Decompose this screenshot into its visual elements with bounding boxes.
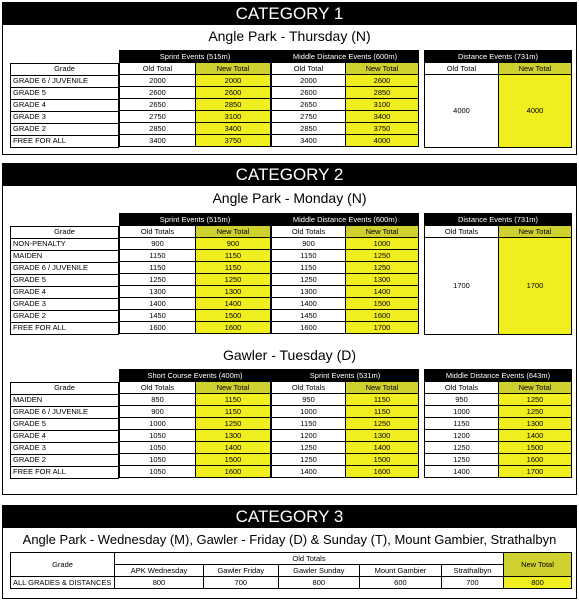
table-row xyxy=(272,238,419,250)
table-row xyxy=(120,135,271,147)
old-total-header: Old Total xyxy=(272,63,346,75)
old-totals-header: Old Totals xyxy=(272,382,346,394)
new-value-cell: 1400 xyxy=(346,286,419,298)
new-value-cell: 1150 xyxy=(196,406,271,418)
old-totals-header: Old Totals xyxy=(120,226,196,238)
table-row xyxy=(11,111,119,123)
grade-cell: GRADE 6 / JUVENILE xyxy=(11,262,119,274)
table-row xyxy=(11,298,119,310)
old-value-cell: 1250 xyxy=(272,454,346,466)
old-value-cell: 3400 xyxy=(272,135,346,147)
old-value-cell: 1050 xyxy=(120,466,196,478)
old-value-cell: 900 xyxy=(120,238,196,250)
table-row xyxy=(425,454,572,466)
new-value-cell: 1250 xyxy=(499,406,572,418)
grade-cell: GRADE 6 / JUVENILE xyxy=(11,406,119,418)
table-row xyxy=(11,87,119,99)
table-row xyxy=(120,75,271,87)
table-row xyxy=(11,135,119,147)
old-value-cell: 2600 xyxy=(272,87,346,99)
old-value-cell: 1150 xyxy=(272,262,346,274)
table-row xyxy=(272,262,419,274)
new-value-cell: 1600 xyxy=(196,466,271,478)
table-row xyxy=(11,123,119,135)
middle-distance-header: Middle Distance Events (600m) xyxy=(272,214,419,226)
new-value-cell: 1500 xyxy=(499,442,572,454)
new-value-cell: 3100 xyxy=(196,111,271,123)
old-value-cell: 1400 xyxy=(425,466,499,478)
value-cell: 800 xyxy=(115,577,204,589)
table-row xyxy=(120,87,271,99)
new-value-cell: 1500 xyxy=(196,310,271,322)
table-row xyxy=(272,322,419,334)
table-row xyxy=(120,99,271,111)
new-value-cell: 1600 xyxy=(346,310,419,322)
grade-cell: GRADE 5 xyxy=(11,274,119,286)
table-row xyxy=(272,87,419,99)
old-value-cell: 2850 xyxy=(272,123,346,135)
old-value-cell: 1400 xyxy=(120,298,196,310)
old-value-cell: 900 xyxy=(272,238,346,250)
strathalbyn-header: Strathalbyn xyxy=(441,565,503,577)
grade-cell: GRADE 2 xyxy=(11,310,119,322)
new-value-cell: 1700 xyxy=(499,466,572,478)
grade-header: Grade xyxy=(11,382,119,394)
sprint-events-header: Sprint Events (531m) xyxy=(272,370,419,382)
short-course-header: Short Course Events (400m) xyxy=(120,370,271,382)
value-cell: 800 xyxy=(278,577,359,589)
category-1-venue: Angle Park - Thursday (N) xyxy=(208,28,371,44)
table-row xyxy=(272,406,419,418)
old-value-cell: 1250 xyxy=(272,274,346,286)
old-value-cell: 1200 xyxy=(425,430,499,442)
new-total-header: New Total xyxy=(346,382,419,394)
table-row xyxy=(272,274,419,286)
table-row xyxy=(11,466,119,478)
table-row xyxy=(120,394,271,406)
category-3-panel xyxy=(2,505,577,599)
distance-new-value: 1700 xyxy=(499,238,572,335)
new-value-cell: 2850 xyxy=(346,87,419,99)
table-row xyxy=(11,75,119,87)
new-value-cell: 1600 xyxy=(196,322,271,334)
old-totals-header: Old Totals xyxy=(120,382,196,394)
new-value-cell: 1150 xyxy=(196,250,271,262)
new-value-cell: 1300 xyxy=(346,430,419,442)
table-row xyxy=(120,310,271,322)
middle-distance-header: Middle Distance Events (600m) xyxy=(272,51,419,63)
cat2-ap-grades-table xyxy=(10,213,119,335)
old-value-cell: 1250 xyxy=(425,454,499,466)
sprint-events-header: Sprint Events (515m) xyxy=(120,214,271,226)
sprint-events-header: Sprint Events (515m) xyxy=(120,51,271,63)
grade-cell: GRADE 5 xyxy=(11,87,119,99)
new-value-cell: 1300 xyxy=(346,274,419,286)
old-value-cell: 1150 xyxy=(272,418,346,430)
table-row xyxy=(120,466,271,478)
new-value-cell: 1150 xyxy=(346,394,419,406)
new-value-cell: 1600 xyxy=(499,454,572,466)
grade-cell: FREE FOR ALL xyxy=(11,466,119,478)
new-value-cell: 1300 xyxy=(499,418,572,430)
grade-cell: MAIDEN xyxy=(11,250,119,262)
old-totals-header: Old Totals xyxy=(425,382,499,394)
grade-header: Grade xyxy=(11,226,119,238)
table-row xyxy=(272,286,419,298)
old-value-cell: 1050 xyxy=(120,454,196,466)
new-total-header: New Total xyxy=(346,226,419,238)
table-row xyxy=(120,286,271,298)
mount-gambier-header: Mount Gambier xyxy=(359,565,441,577)
new-value-cell: 3750 xyxy=(196,135,271,147)
cat3-table xyxy=(10,552,572,589)
distance-events-header: Distance Events (731m) xyxy=(425,214,572,226)
grade-cell: GRADE 4 xyxy=(11,286,119,298)
table-row xyxy=(11,310,119,322)
table-row xyxy=(272,250,419,262)
old-value-cell: 2600 xyxy=(120,87,196,99)
new-total-header: New Total xyxy=(499,63,572,75)
old-total-header: Old Total xyxy=(425,63,499,75)
new-total-header: New Total xyxy=(499,382,572,394)
old-totals-header: Old Totals xyxy=(115,553,504,565)
table-row xyxy=(11,274,119,286)
old-value-cell: 1150 xyxy=(120,262,196,274)
table-row xyxy=(120,406,271,418)
table-row xyxy=(11,322,119,334)
table-row xyxy=(425,418,572,430)
old-value-cell: 1300 xyxy=(120,286,196,298)
old-value-cell: 2750 xyxy=(272,111,346,123)
new-value-cell: 2600 xyxy=(346,75,419,87)
table-row xyxy=(11,418,119,430)
new-value-cell: 3400 xyxy=(196,123,271,135)
table-row xyxy=(11,394,119,406)
category-3-venue: Angle Park - Wednesday (M), Gawler - Friday (D) & Sunday (T), Mount Gambier, Strathalbyn xyxy=(22,532,557,547)
old-value-cell: 1000 xyxy=(272,406,346,418)
distance-new-value: 4000 xyxy=(499,75,572,148)
old-value-cell: 1050 xyxy=(120,430,196,442)
table-row xyxy=(120,238,271,250)
new-value-cell: 1000 xyxy=(346,238,419,250)
new-value-cell: 1150 xyxy=(196,394,271,406)
cat2-g-grades-table xyxy=(10,369,119,479)
cat1-sprint-table xyxy=(119,50,271,147)
new-total-header: New Total xyxy=(196,382,271,394)
table-row xyxy=(425,466,572,478)
table-row xyxy=(11,430,119,442)
table-row xyxy=(272,75,419,87)
new-value-cell: 1500 xyxy=(196,454,271,466)
table-row xyxy=(272,298,419,310)
category-1-title: CATEGORY 1 xyxy=(3,3,576,25)
old-value-cell: 1000 xyxy=(425,406,499,418)
new-value-cell: 1300 xyxy=(196,430,271,442)
table-row xyxy=(11,262,119,274)
table-row xyxy=(272,430,419,442)
new-value-cell: 1400 xyxy=(499,430,572,442)
table-row xyxy=(272,394,419,406)
table-row xyxy=(272,135,419,147)
table-row xyxy=(272,310,419,322)
table-row xyxy=(425,430,572,442)
new-value-cell: 1700 xyxy=(346,322,419,334)
new-value-cell: 1250 xyxy=(346,262,419,274)
grade-cell: FREE FOR ALL xyxy=(11,135,119,147)
new-value-cell: 1250 xyxy=(346,418,419,430)
new-value-cell: 1250 xyxy=(499,394,572,406)
old-value-cell: 3400 xyxy=(120,135,196,147)
table-row xyxy=(11,442,119,454)
grade-cell: FREE FOR ALL xyxy=(11,322,119,334)
grade-header: Grade xyxy=(11,553,115,577)
grade-cell: NON-PENALTY xyxy=(11,238,119,250)
table-row xyxy=(272,442,419,454)
grade-header: Grade xyxy=(11,63,119,75)
old-value-cell: 2650 xyxy=(120,99,196,111)
old-value-cell: 1400 xyxy=(272,466,346,478)
new-value-cell: 800 xyxy=(504,577,572,589)
old-value-cell: 2650 xyxy=(272,99,346,111)
new-value-cell: 2000 xyxy=(196,75,271,87)
old-value-cell: 950 xyxy=(272,394,346,406)
grade-cell: GRADE 6 / JUVENILE xyxy=(11,75,119,87)
new-value-cell: 1500 xyxy=(346,298,419,310)
grade-cell: MAIDEN xyxy=(11,394,119,406)
table-row xyxy=(425,394,572,406)
table-row xyxy=(272,466,419,478)
apk-wednesday-header: APK Wednesday xyxy=(115,565,204,577)
old-totals-header: Old Totals xyxy=(425,226,499,238)
grade-cell: GRADE 3 xyxy=(11,111,119,123)
new-total-header: New Total xyxy=(346,63,419,75)
table-row xyxy=(120,298,271,310)
distance-old-value: 1700 xyxy=(425,238,499,335)
category-3-title: CATEGORY 3 xyxy=(3,506,576,528)
cat2-ap-sprint-table xyxy=(119,213,271,334)
new-value-cell: 1500 xyxy=(346,454,419,466)
old-totals-header: Old Totals xyxy=(272,226,346,238)
table-row xyxy=(272,123,419,135)
table-row xyxy=(120,274,271,286)
category-1-panel xyxy=(2,2,577,155)
old-value-cell: 1000 xyxy=(120,418,196,430)
table-row xyxy=(120,454,271,466)
table-row xyxy=(120,430,271,442)
old-total-header: Old Total xyxy=(120,63,196,75)
new-value-cell: 1150 xyxy=(346,406,419,418)
table-row xyxy=(272,111,419,123)
new-value-cell: 900 xyxy=(196,238,271,250)
value-cell: 700 xyxy=(203,577,278,589)
table-row xyxy=(272,418,419,430)
old-value-cell: 1150 xyxy=(425,418,499,430)
grade-cell: GRADE 3 xyxy=(11,298,119,310)
table-row xyxy=(11,406,119,418)
old-value-cell: 950 xyxy=(425,394,499,406)
cat2-g-sprint-table xyxy=(271,369,419,478)
table-row xyxy=(120,418,271,430)
grade-cell: GRADE 4 xyxy=(11,99,119,111)
new-value-cell: 1250 xyxy=(196,274,271,286)
angle-park-venue: Angle Park - Monday (N) xyxy=(212,190,367,206)
table-row xyxy=(120,250,271,262)
table-row xyxy=(11,577,572,589)
table-row xyxy=(11,286,119,298)
cat2-ap-distance-table xyxy=(424,213,572,335)
new-value-cell: 1400 xyxy=(346,442,419,454)
table-row xyxy=(11,99,119,111)
table-row xyxy=(425,406,572,418)
grade-cell: GRADE 4 xyxy=(11,430,119,442)
new-value-cell: 1300 xyxy=(196,286,271,298)
distance-events-header: Distance Events (731m) xyxy=(425,51,572,63)
old-value-cell: 1450 xyxy=(272,310,346,322)
old-value-cell: 1250 xyxy=(425,442,499,454)
new-value-cell: 1600 xyxy=(346,466,419,478)
new-value-cell: 3750 xyxy=(346,123,419,135)
grade-cell: ALL GRADES & DISTANCES xyxy=(11,577,115,589)
new-value-cell: 2850 xyxy=(196,99,271,111)
grade-cell: GRADE 2 xyxy=(11,123,119,135)
grade-cell: GRADE 2 xyxy=(11,454,119,466)
old-value-cell: 1050 xyxy=(120,442,196,454)
old-value-cell: 1250 xyxy=(120,274,196,286)
old-value-cell: 1150 xyxy=(120,250,196,262)
cat1-grades-table xyxy=(10,50,119,148)
old-value-cell: 2850 xyxy=(120,123,196,135)
value-cell: 600 xyxy=(359,577,441,589)
grade-cell: GRADE 3 xyxy=(11,442,119,454)
old-value-cell: 2000 xyxy=(120,75,196,87)
value-cell: 700 xyxy=(441,577,503,589)
new-value-cell: 1150 xyxy=(196,262,271,274)
new-value-cell: 3100 xyxy=(346,99,419,111)
new-value-cell: 1250 xyxy=(346,250,419,262)
table-row xyxy=(11,238,119,250)
old-value-cell: 1200 xyxy=(272,430,346,442)
table-row xyxy=(11,454,119,466)
new-total-header: New Total xyxy=(196,63,271,75)
old-value-cell: 2000 xyxy=(272,75,346,87)
old-value-cell: 1450 xyxy=(120,310,196,322)
cat2-g-middle-table xyxy=(424,369,572,478)
new-value-cell: 2600 xyxy=(196,87,271,99)
table-row xyxy=(272,454,419,466)
new-total-header: New Total xyxy=(504,553,572,577)
new-value-cell: 4000 xyxy=(346,135,419,147)
new-value-cell: 1250 xyxy=(196,418,271,430)
new-value-cell: 1400 xyxy=(196,298,271,310)
old-value-cell: 850 xyxy=(120,394,196,406)
category-2-title: CATEGORY 2 xyxy=(3,164,576,186)
gawler-venue: Gawler - Tuesday (D) xyxy=(222,347,357,363)
old-value-cell: 1250 xyxy=(272,442,346,454)
table-row xyxy=(425,442,572,454)
new-value-cell: 1400 xyxy=(196,442,271,454)
distance-old-value: 4000 xyxy=(425,75,499,148)
new-total-header: New Total xyxy=(196,226,271,238)
table-row xyxy=(120,262,271,274)
new-total-header: New Total xyxy=(499,226,572,238)
middle-distance-header: Middle Distance Events (643m) xyxy=(425,370,572,382)
old-value-cell: 1600 xyxy=(272,322,346,334)
gawler-friday-header: Gawler Friday xyxy=(203,565,278,577)
gawler-sunday-header: Gawler Sunday xyxy=(278,565,359,577)
table-row xyxy=(11,250,119,262)
cat1-middle-table xyxy=(271,50,419,147)
table-row xyxy=(272,99,419,111)
cat1-distance-table xyxy=(424,50,572,148)
old-value-cell: 1300 xyxy=(272,286,346,298)
grade-cell: GRADE 5 xyxy=(11,418,119,430)
old-value-cell: 1150 xyxy=(272,250,346,262)
table-row xyxy=(120,123,271,135)
category-2-panel xyxy=(2,163,577,495)
old-value-cell: 1400 xyxy=(272,298,346,310)
table-row xyxy=(120,442,271,454)
table-row xyxy=(120,111,271,123)
table-row xyxy=(120,322,271,334)
cat2-ap-middle-table xyxy=(271,213,419,334)
new-value-cell: 3400 xyxy=(346,111,419,123)
old-value-cell: 900 xyxy=(120,406,196,418)
old-value-cell: 1600 xyxy=(120,322,196,334)
old-value-cell: 2750 xyxy=(120,111,196,123)
cat2-g-short-table xyxy=(119,369,271,478)
